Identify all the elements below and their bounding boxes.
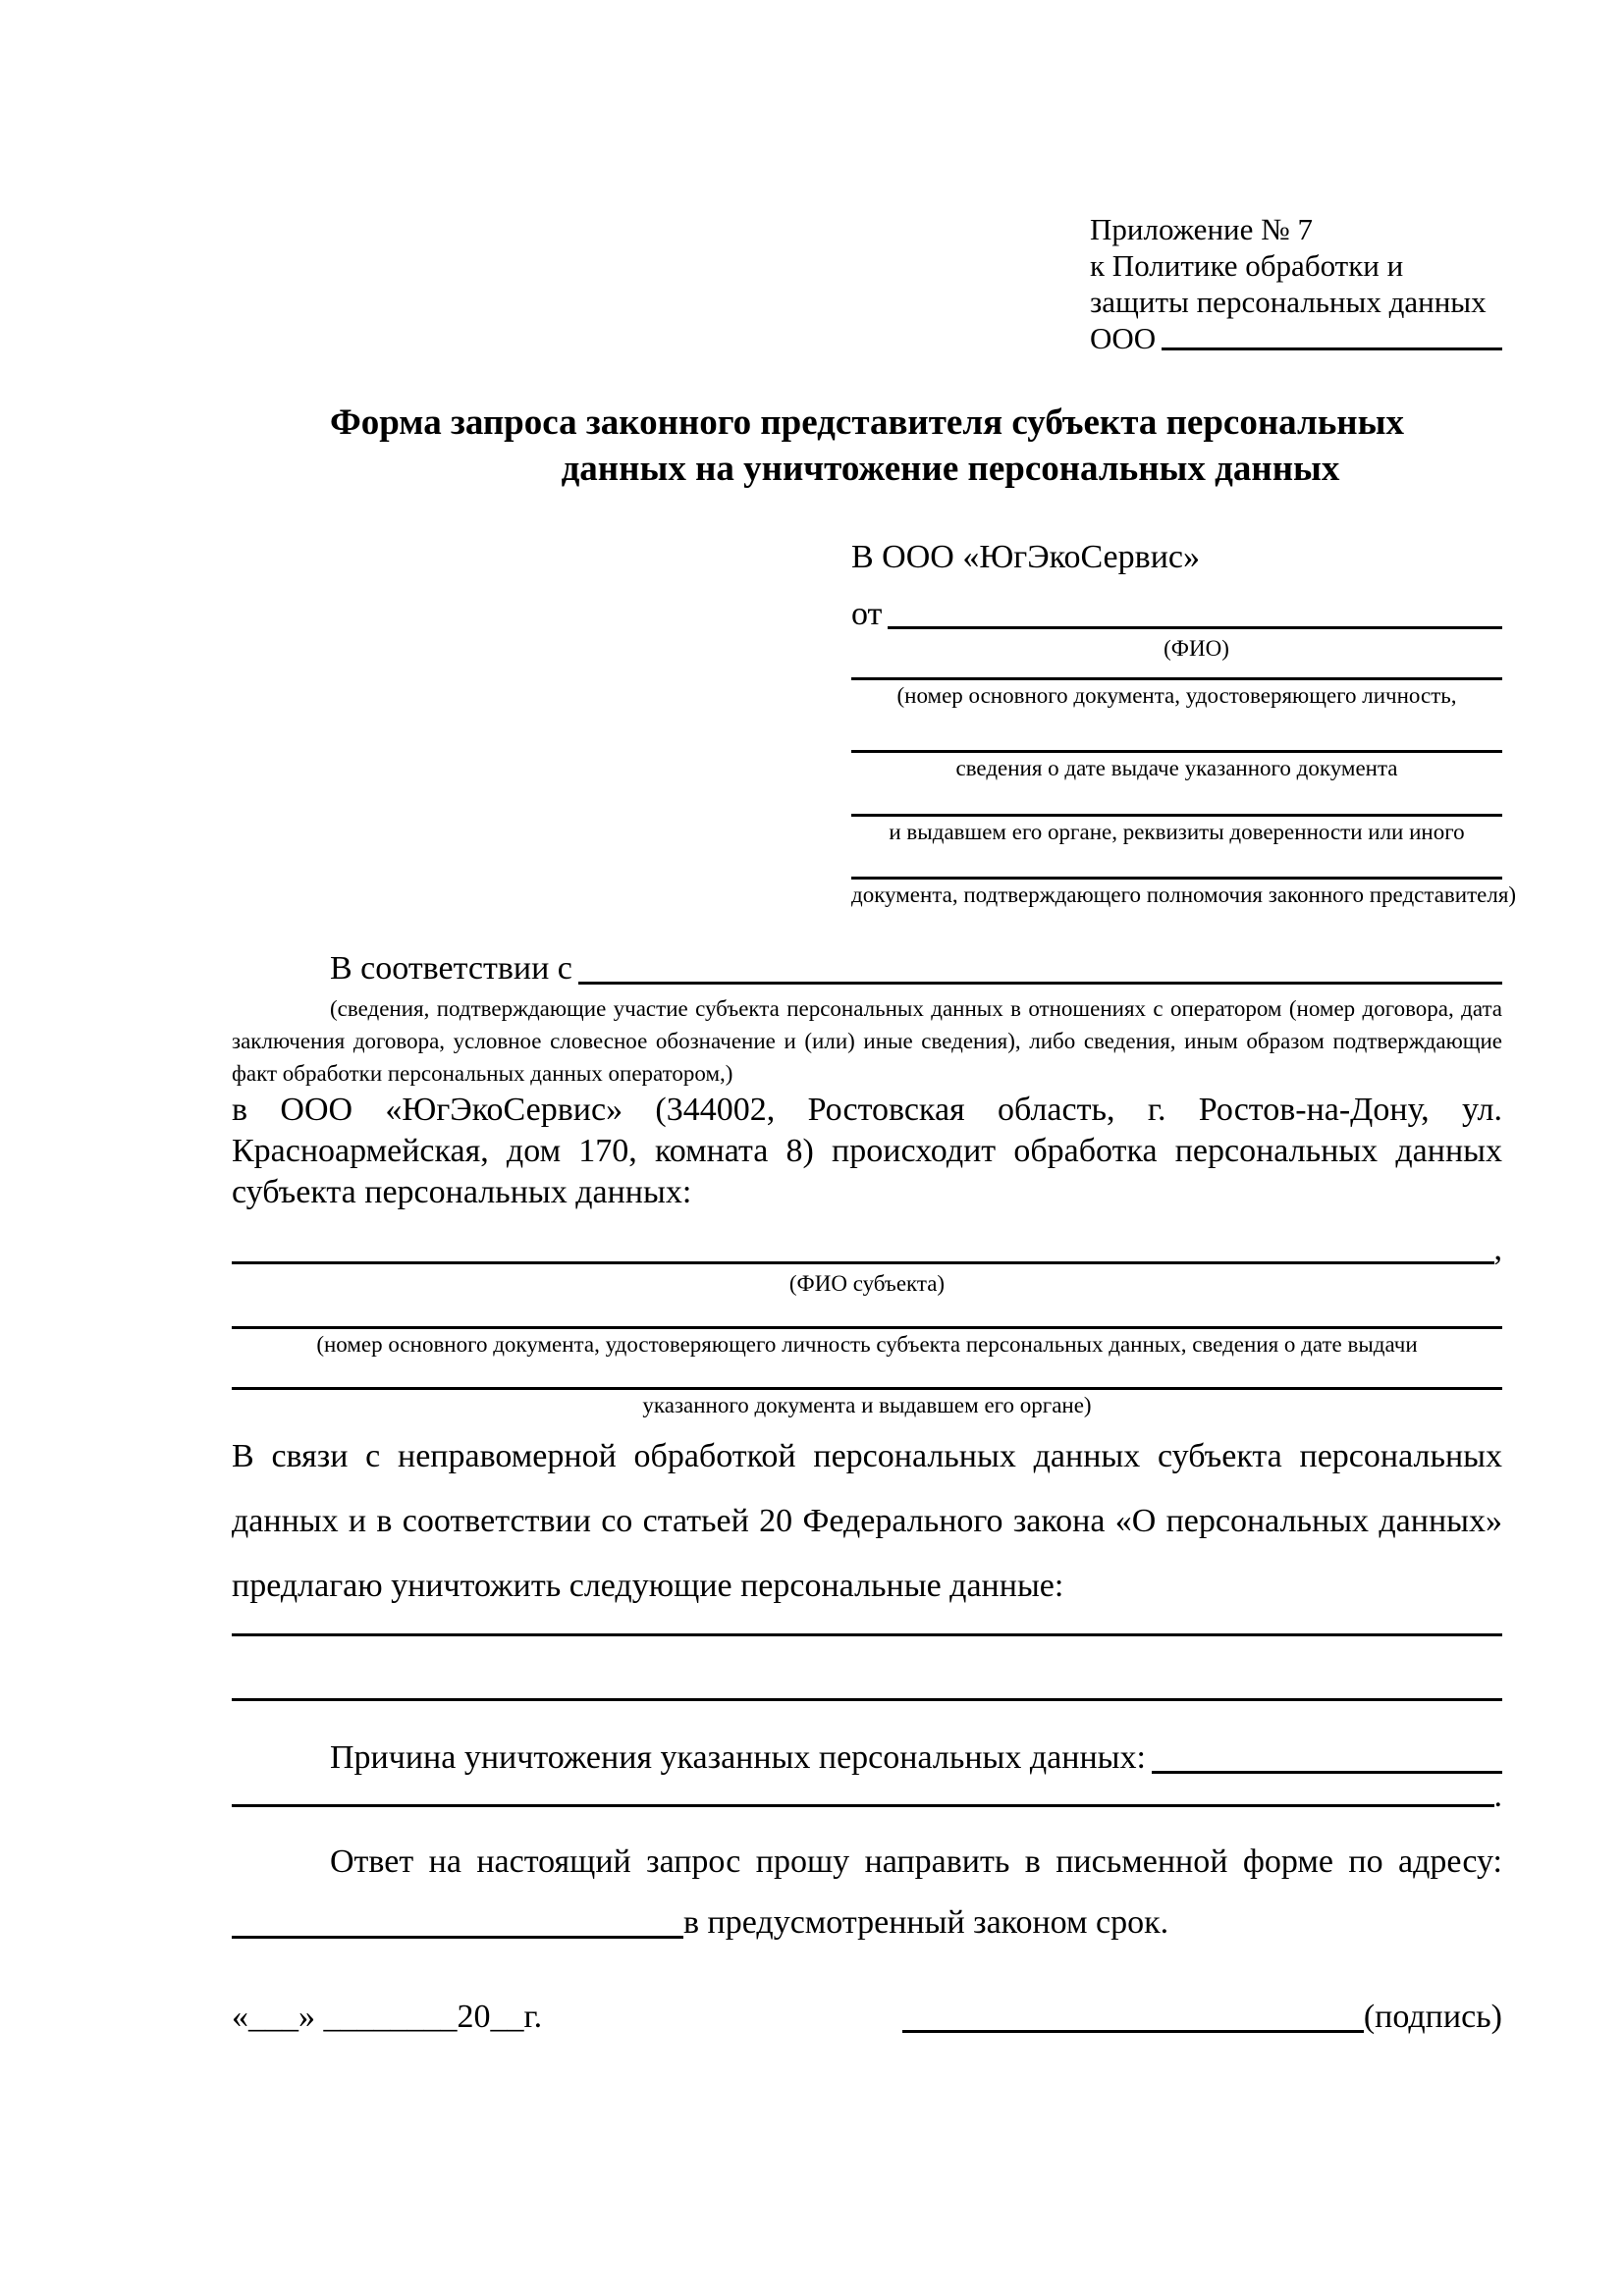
company-prefix: ООО bbox=[1090, 321, 1157, 355]
signature-caption: (подпись) bbox=[1363, 1999, 1502, 2035]
reason-label: Причина уничтожения указанных персональных данных: bbox=[330, 1739, 1146, 1776]
blank-field-caption: сведения о дате выдаче указанного документа bbox=[851, 750, 1502, 781]
addressee-block bbox=[851, 537, 1517, 908]
company-name-row bbox=[1090, 320, 1502, 356]
title-line-2: данных на уничтожение персональных данных bbox=[561, 449, 1340, 489]
footer-spacer bbox=[542, 1996, 902, 2039]
reason-blank-line-2 bbox=[232, 1804, 1494, 1807]
answer-suffix: в предусмотренный законом срок. bbox=[683, 1904, 1169, 1941]
subject-line-suffix: , bbox=[1493, 1231, 1502, 1267]
from-blank-line bbox=[888, 594, 1502, 629]
blank-field-caption: (номер основного документа, удостоверяющего личность, bbox=[851, 677, 1502, 709]
empty-blank-line bbox=[232, 1636, 1502, 1701]
blank-field-caption: и выдавшем его органе, реквизиты доверенности или иного bbox=[851, 814, 1502, 845]
subject-doc-caption-1: (номер основного документа, удостоверяющего личность субъекта персональных данных, сведения о дате выдачи bbox=[232, 1326, 1502, 1358]
blank-field-caption: документа, подтверждающего полномочия законного представителя) bbox=[851, 877, 1502, 908]
reason-blank-line bbox=[1152, 1736, 1502, 1774]
company-blank-line bbox=[1162, 320, 1502, 350]
subject-doc-caption-2: указанного документа и выдавшем его органе) bbox=[232, 1387, 1502, 1418]
appendix-line: к Политике обработки и bbox=[1090, 248, 1404, 283]
destroy-paragraph: В связи с неправомерной обработкой персональных данных субъекта персональных данных и в соответствии со статьей 20 Федерального закона «О персональных данных» предлагаю уничтожить следующие персональные данные: bbox=[232, 1438, 1502, 1604]
accordance-blank-line bbox=[578, 947, 1502, 985]
empty-blank-line bbox=[232, 1619, 1502, 1636]
appendix-line: Приложение № 7 bbox=[1090, 212, 1313, 246]
accordance-caption: (сведения, подтверждающие участие субъекта персональных данных в отношениях с оператором (номер договора, дата заключения договора, условное словесное обозначение и (или) иные сведения), либо сведения, иным образом подтверждающие факт обработки персональных данных оператором,) bbox=[232, 996, 1502, 1086]
answer-paragraph: Ответ на настоящий запрос прошу направить в письменной форме по адресу: bbox=[330, 1843, 1502, 1880]
addressee-to-line: В ООО «ЮгЭкоСервис» bbox=[851, 539, 1200, 575]
reason-line-suffix: . bbox=[1493, 1778, 1502, 1814]
date-line: «___» ________20__г. bbox=[232, 1999, 543, 2035]
reason-continuation-row bbox=[232, 1780, 1502, 1813]
subject-fio-row bbox=[232, 1229, 1502, 1270]
from-label: от bbox=[851, 596, 883, 632]
answer-address-row bbox=[232, 1901, 1502, 1945]
subject-fio-caption: (ФИО субъекта) bbox=[788, 1271, 946, 1296]
subject-fio-blank-line bbox=[232, 1229, 1494, 1264]
address-blank-line bbox=[232, 1901, 683, 1939]
accordance-label: В соответствии с bbox=[330, 950, 572, 987]
footer-row bbox=[232, 1996, 1502, 2039]
from-row bbox=[851, 594, 1502, 635]
fio-caption: (ФИО) bbox=[1164, 636, 1229, 661]
appendix-block bbox=[1090, 211, 1502, 356]
title-line-1: Форма запроса законного представителя субъекта персональных bbox=[329, 402, 1404, 443]
appendix-line: защиты персональных данных bbox=[1090, 285, 1487, 319]
document-title bbox=[232, 400, 1502, 492]
signature-blank-line bbox=[902, 1996, 1364, 2033]
reason-row bbox=[232, 1736, 1502, 1780]
accordance-row bbox=[232, 947, 1502, 990]
operator-paragraph: в ООО «ЮгЭкоСервис» (344002, Ростовская область, г. Ростов-на-Дону, ул. Красноармейская, дом 170, комната 8) происходит обработка персональных данных субъекта персональных данных: bbox=[232, 1092, 1502, 1210]
